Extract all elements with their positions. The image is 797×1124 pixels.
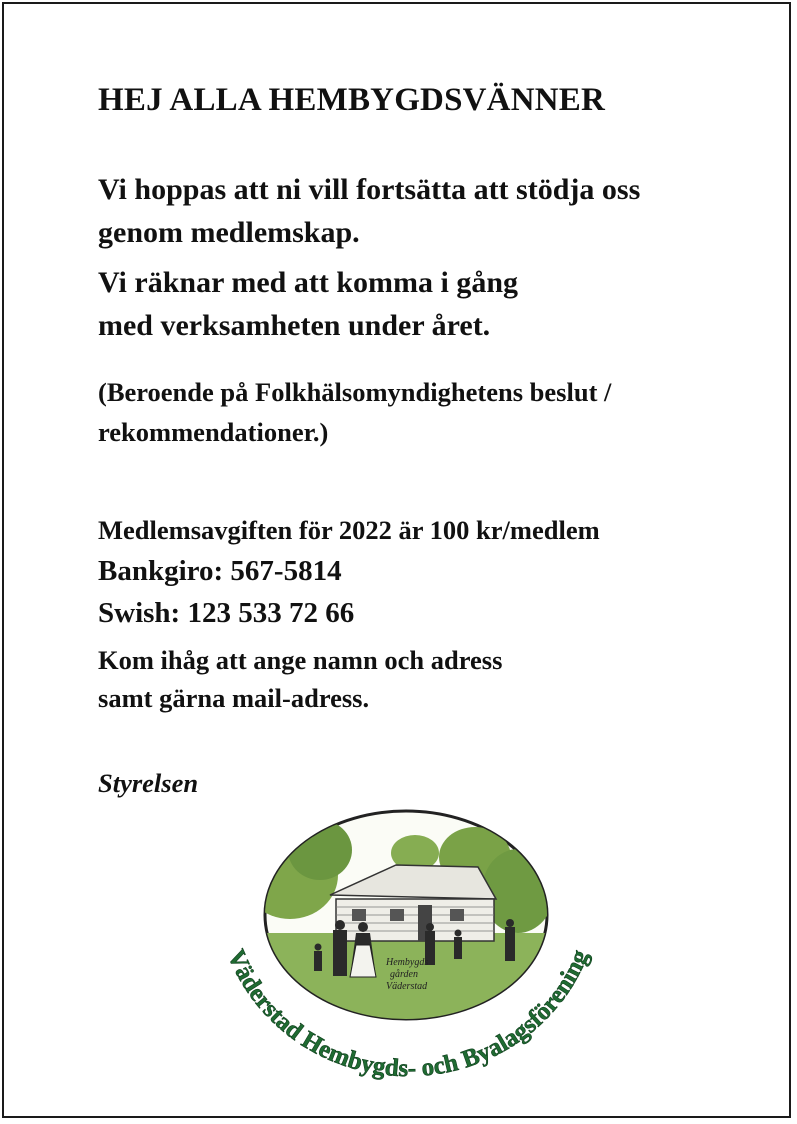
window-icon (352, 909, 366, 921)
text-line: Kom ihåg att ange namn och adress (98, 645, 503, 675)
bankgiro-number: Bankgiro: 567-5814 (98, 555, 342, 587)
script-line: Väderstad (386, 981, 428, 992)
reminder-text (98, 641, 502, 717)
paragraph-activities (98, 261, 518, 347)
text-line: rekommendationer.) (98, 417, 329, 447)
text-line: samt gärna mail-adress. (98, 683, 370, 713)
text-line: Vi räknar med att komma i gång (98, 266, 518, 299)
script-line: Hembygds (386, 957, 429, 968)
association-logo (200, 805, 620, 1105)
paragraph-note (98, 372, 611, 452)
window-icon (390, 909, 404, 921)
paragraph-support (98, 168, 640, 254)
signature: Styrelsen (98, 768, 199, 798)
swish-number: Swish: 123 533 72 66 (98, 597, 355, 629)
text-line: genom medlemskap. (98, 216, 360, 249)
membership-fee: Medlemsavgiften för 2022 är 100 kr/medlem (98, 515, 600, 545)
script-line: gården (390, 969, 418, 980)
text-line: (Beroende på Folkhälsomyndighetens beslut / (98, 377, 612, 407)
window-icon (450, 909, 464, 921)
tree-icon (288, 820, 352, 880)
ring-text-path: Väderstad Hembygds- och Byalagsförening (221, 945, 594, 1083)
page-title: HEJ ALLA HEMBYGDSVÄNNER (98, 82, 606, 118)
text-line: Vi hoppas att ni vill fortsätta att stödja oss (98, 173, 641, 206)
text-line: med verksamheten under året. (98, 309, 491, 342)
